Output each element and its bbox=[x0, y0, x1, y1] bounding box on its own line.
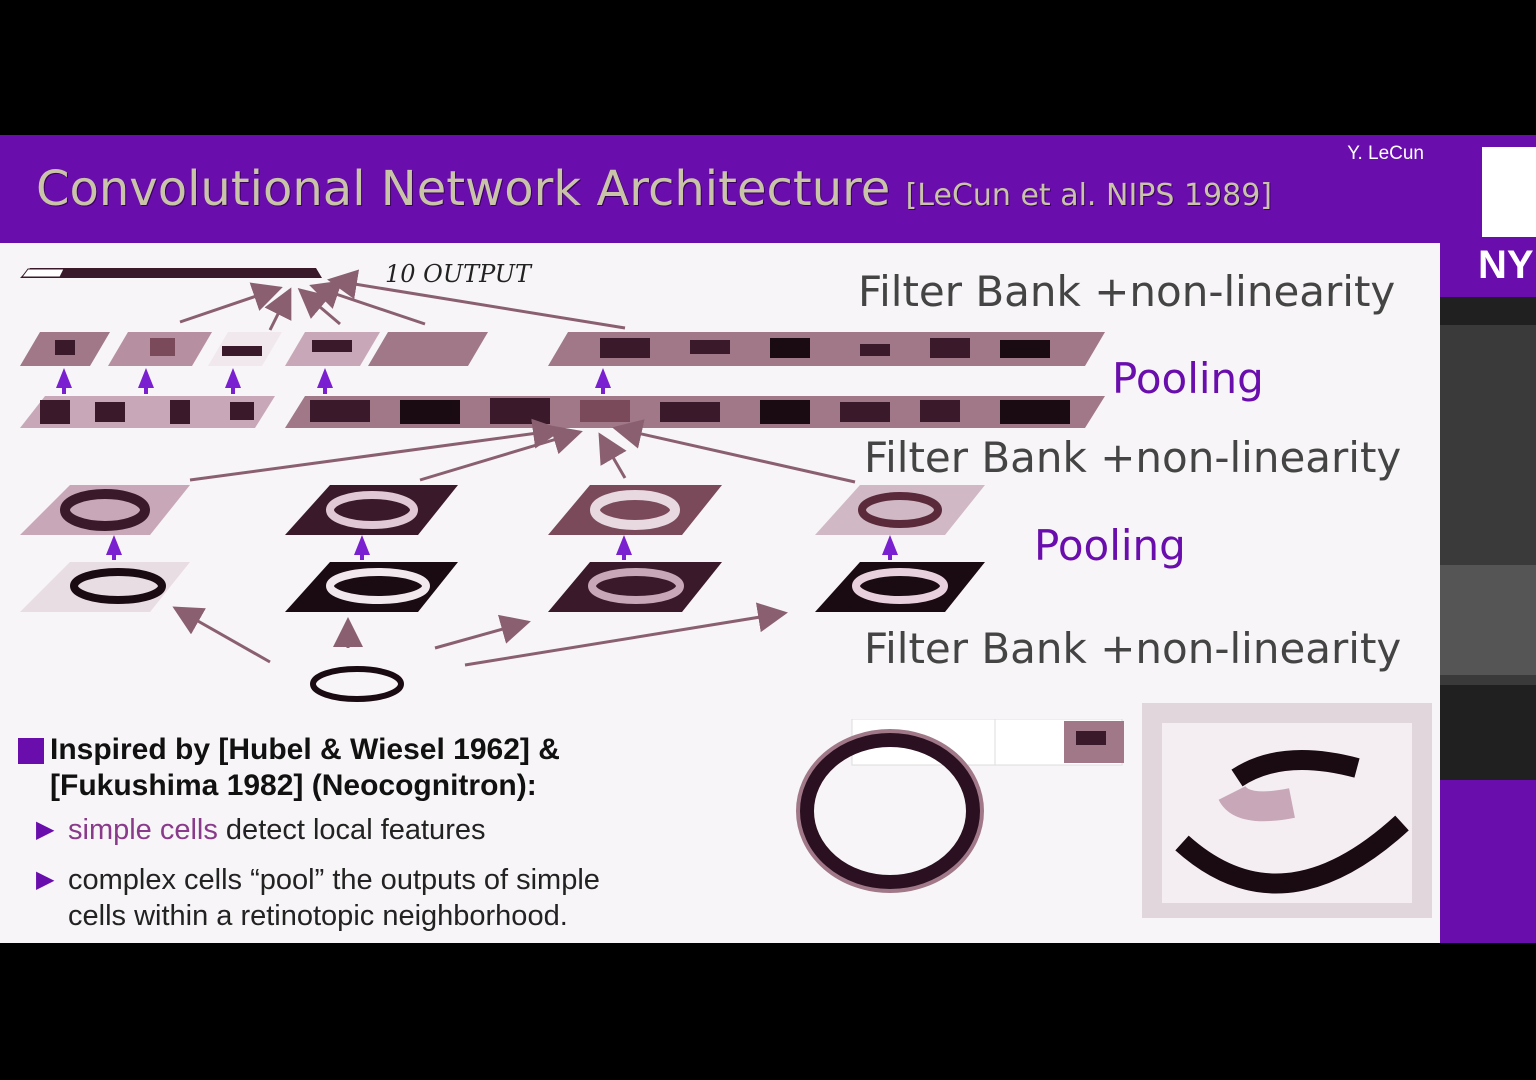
torch-icon bbox=[1482, 147, 1536, 237]
main-bullet bbox=[18, 732, 718, 804]
sub1-text: detect local features bbox=[217, 814, 486, 846]
purple-panel bbox=[1440, 780, 1536, 943]
pooling-arrows-lower bbox=[106, 535, 898, 560]
author-name: Y. LeCun bbox=[1347, 143, 1424, 164]
sub-bullet-simple-cells bbox=[18, 812, 718, 848]
sub-bullet-complex-cells bbox=[18, 862, 718, 934]
sub2-line1: complex cells “pool” the outputs of simple bbox=[68, 864, 600, 896]
sub2-line2: cells within a retinotopic neighborhood. bbox=[68, 900, 568, 932]
input-arrows bbox=[175, 608, 785, 665]
main-bullet-line2: [Fukushima 1982] (Neocognitron): bbox=[50, 769, 537, 802]
simple-cells-highlight: simple cells bbox=[68, 814, 218, 846]
bullet-square-icon bbox=[18, 738, 44, 764]
triangle-bullet-icon: ▶ bbox=[36, 816, 55, 843]
title-main: Convolutional Network Architecture bbox=[36, 161, 891, 217]
main-bullet-line1: Inspired by [Hubel & Wiesel 1962] & bbox=[50, 733, 560, 766]
input-digit bbox=[313, 669, 401, 699]
conv2-arrows bbox=[190, 428, 855, 482]
pooling-arrows-upper bbox=[56, 368, 611, 394]
pooled-maps-layer1 bbox=[20, 485, 985, 535]
label-filter-bank-3: Filter Bank +non-linearity bbox=[858, 267, 1396, 316]
label-pooling-1: Pooling bbox=[1034, 521, 1186, 570]
side-panel bbox=[1440, 135, 1536, 943]
nyu-logo bbox=[1440, 135, 1536, 297]
output-units bbox=[20, 268, 322, 278]
feature-maps-layer2 bbox=[20, 396, 1105, 428]
partial-circle-image bbox=[1142, 703, 1432, 918]
triangle-bullet-icon: ▶ bbox=[36, 866, 55, 893]
label-filter-bank-1: Filter Bank +non-linearity bbox=[864, 624, 1402, 673]
video-stripe bbox=[1440, 565, 1536, 675]
circle-receptive-field-image bbox=[790, 719, 1130, 899]
feature-maps-layer1 bbox=[20, 562, 985, 612]
nyu-logo-text: NY bbox=[1478, 243, 1534, 287]
label-pooling-2: Pooling bbox=[1112, 354, 1264, 403]
label-filter-bank-2: Filter Bank +non-linearity bbox=[864, 433, 1402, 482]
slide bbox=[0, 135, 1440, 943]
title-citation: [LeCun et al. NIPS 1989] bbox=[905, 178, 1273, 213]
bullet-list bbox=[18, 732, 718, 934]
slide-title bbox=[36, 161, 1272, 217]
title-bar bbox=[0, 135, 1440, 243]
pooled-maps-layer2 bbox=[20, 332, 1105, 366]
output-label: 10 OUTPUT bbox=[385, 260, 532, 288]
